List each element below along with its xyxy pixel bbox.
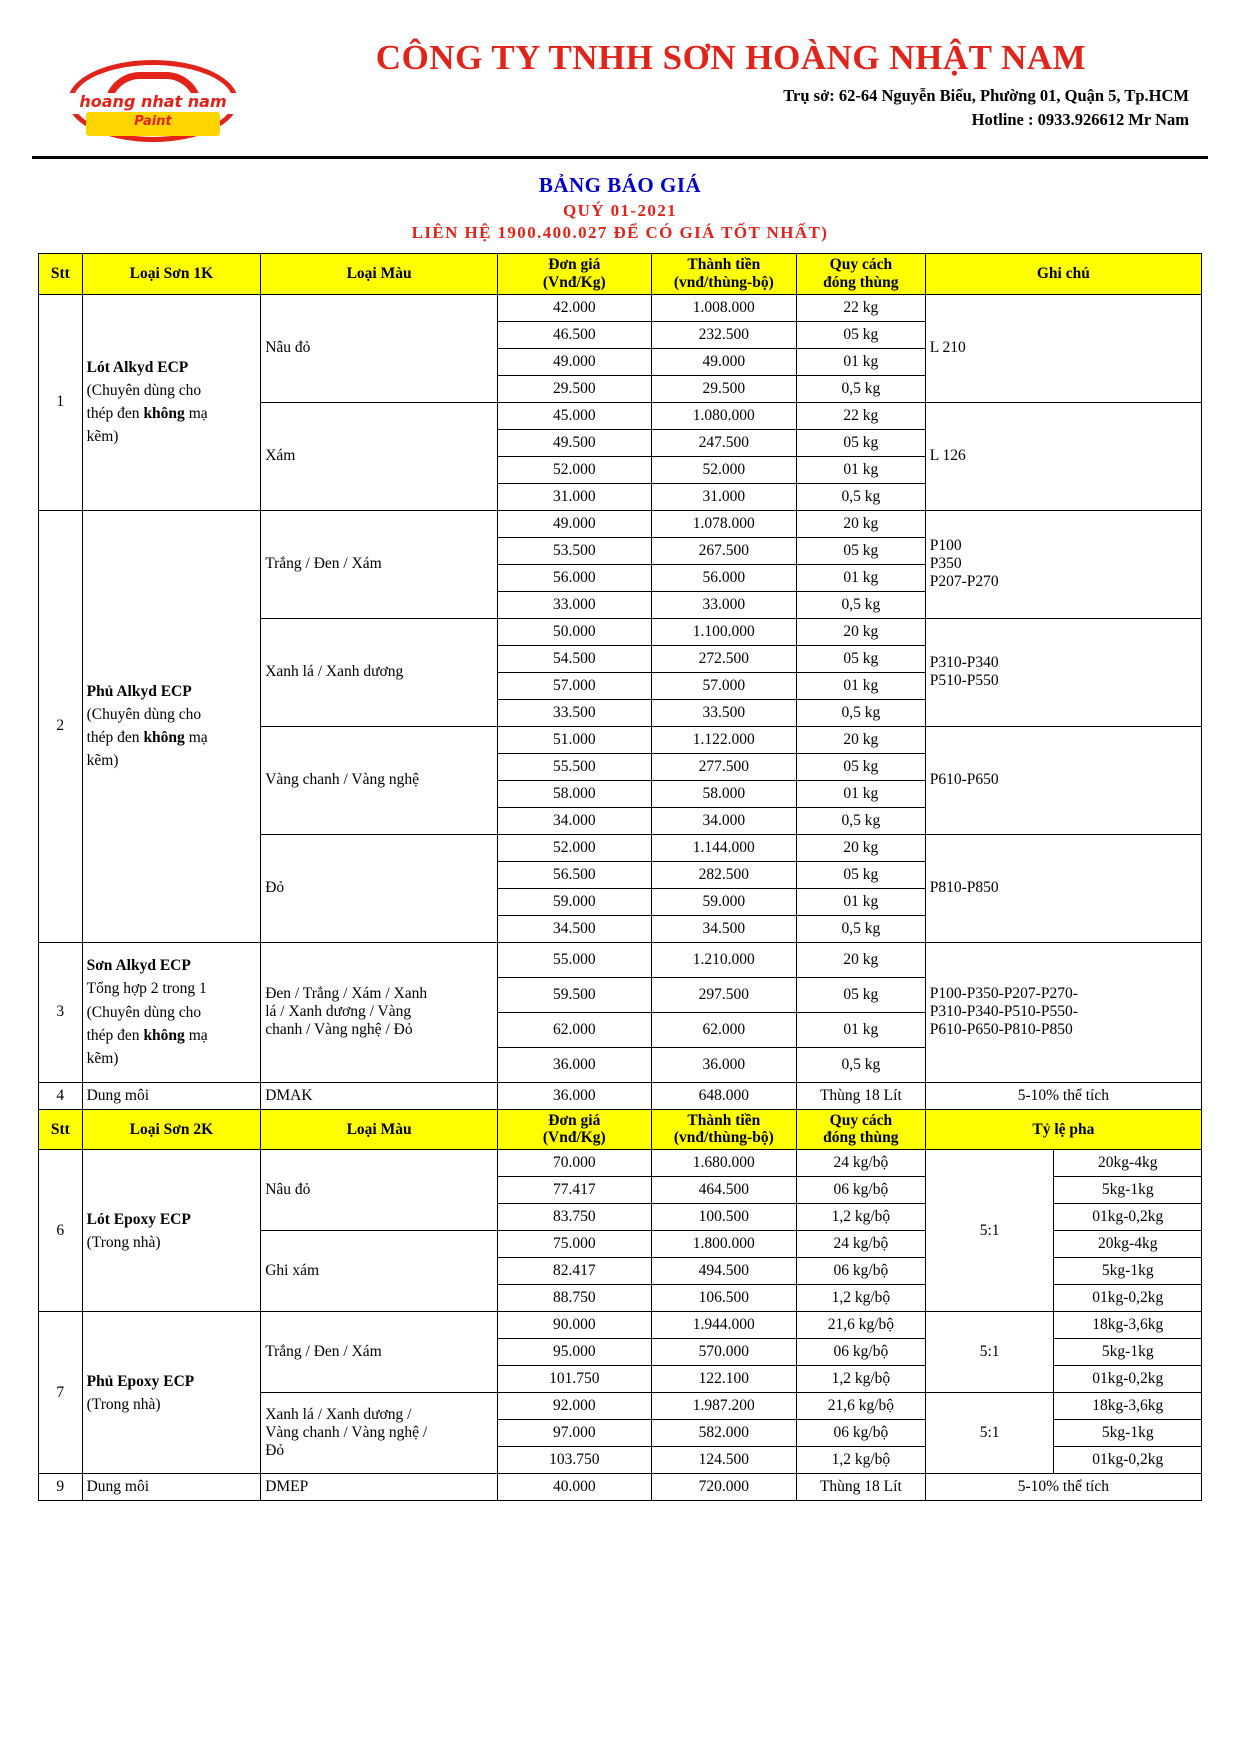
row-total: 106.500 [651,1285,796,1312]
row-total: 34.500 [651,915,796,942]
table-header-2k [39,1109,1202,1150]
header-color: Loại Màu [261,254,498,295]
row-price: 40.000 [497,1474,651,1501]
table-header-1k [39,254,1202,295]
header-total: Thành tiền (vnđ/thùng-bộ) [651,1109,796,1150]
row-spec: 0,5 kg [796,699,925,726]
row-spec: 20 kg [796,618,925,645]
row-price: 42.000 [497,294,651,321]
row-spec: 0,5 kg [796,483,925,510]
row-note: P310-P340 P510-P550 [925,618,1201,726]
row-spec: Thùng 18 Lít [796,1474,925,1501]
row-total: 247.500 [651,429,796,456]
table-row [39,1474,1202,1501]
row-spec: 05 kg [796,429,925,456]
logo-brand-text: hoang nhat nam [79,92,227,111]
row-spec: 0,5 kg [796,591,925,618]
row-price: 31.000 [497,483,651,510]
row-price: 49.500 [497,429,651,456]
page-title: BẢNG BÁO GIÁ [538,173,702,197]
row-spec: 05 kg [796,753,925,780]
row-spec: 06 kg/bộ [796,1420,925,1447]
row-mix: 01kg-0,2kg [1054,1366,1202,1393]
row-mix: 01kg-0,2kg [1054,1447,1202,1474]
row-total: 1.080.000 [651,402,796,429]
row-stt: 4 [39,1082,83,1109]
row-spec: 05 kg [796,861,925,888]
row-price: 56.500 [497,861,651,888]
logo-container [38,38,268,142]
row-price: 83.750 [497,1204,651,1231]
row-spec: 06 kg/bộ [796,1177,925,1204]
row-spec: 0,5 kg [796,807,925,834]
row-price: 55.000 [497,942,651,977]
row-total: 464.500 [651,1177,796,1204]
row-note: P100 P350 P207-P270 [925,510,1201,618]
row-mix: 18kg-3,6kg [1054,1393,1202,1420]
row-total: 122.100 [651,1366,796,1393]
logo-paint-text: Paint [134,114,172,129]
row-price: 59.000 [497,888,651,915]
row-total: 1.800.000 [651,1231,796,1258]
row-price: 46.500 [497,321,651,348]
table-row [39,510,1202,537]
table-row [39,942,1202,977]
row-total: 1.100.000 [651,618,796,645]
row-stt: 9 [39,1474,83,1501]
row-mix: 01kg-0,2kg [1054,1285,1202,1312]
row-mix: 5kg-1kg [1054,1420,1202,1447]
row-total: 232.500 [651,321,796,348]
row-price: 70.000 [497,1150,651,1177]
row-total: 570.000 [651,1339,796,1366]
row-total: 494.500 [651,1258,796,1285]
row-spec: 20 kg [796,726,925,753]
row-price: 34.000 [497,807,651,834]
row-ratio: 5:1 [925,1312,1054,1393]
row-mix: 5kg-1kg [1054,1339,1202,1366]
row-total: 124.500 [651,1447,796,1474]
row-price: 33.000 [497,591,651,618]
row-spec: 20 kg [796,942,925,977]
row-ratio: 5:1 [925,1150,1054,1312]
row-price: 36.000 [497,1082,651,1109]
row-color: DMEP [261,1474,498,1501]
table-row [39,1312,1202,1339]
row-total: 648.000 [651,1082,796,1109]
row-price: 88.750 [497,1285,651,1312]
company-hotline: Hotline : 0933.926612 Mr Nam [971,110,1189,130]
row-total: 62.000 [651,1012,796,1047]
row-price: 54.500 [497,645,651,672]
row-price: 33.500 [497,699,651,726]
header-total: Thành tiền (vnđ/thùng-bộ) [651,254,796,295]
row-total: 582.000 [651,1420,796,1447]
row-total: 34.000 [651,807,796,834]
row-spec: 0,5 kg [796,375,925,402]
row-color: Đỏ [261,834,498,942]
row-total: 1.144.000 [651,834,796,861]
row-spec: 01 kg [796,564,925,591]
row-product-type: Dung môi [82,1082,261,1109]
row-spec: 06 kg/bộ [796,1339,925,1366]
row-total: 59.000 [651,888,796,915]
row-total: 29.500 [651,375,796,402]
row-price: 90.000 [497,1312,651,1339]
row-mix: 5kg-1kg [1054,1177,1202,1204]
row-total: 36.000 [651,1047,796,1082]
page-subtitle-quarter: QUÝ 01-2021 [562,201,678,220]
row-mix: 18kg-3,6kg [1054,1312,1202,1339]
row-total: 1.987.200 [651,1393,796,1420]
company-name: CÔNG TY TNHH SƠN HOÀNG NHẬT NAM [375,38,1087,77]
row-price: 77.417 [497,1177,651,1204]
row-total: 267.500 [651,537,796,564]
table-row [39,1150,1202,1177]
header-divider [32,156,1208,159]
row-color: Trắng / Đen / Xám [261,510,498,618]
row-total: 282.500 [651,861,796,888]
row-ratio: 5:1 [925,1393,1054,1474]
row-spec: 01 kg [796,1012,925,1047]
row-price: 29.500 [497,375,651,402]
company-logo-icon [68,60,238,142]
row-color: Vàng chanh / Vàng nghệ [261,726,498,834]
row-price: 57.000 [497,672,651,699]
row-spec: 06 kg/bộ [796,1258,925,1285]
row-color: Xanh lá / Xanh dương / Vàng chanh / Vàng nghệ / Đỏ [261,1393,498,1474]
row-product-type: Dung môi [82,1474,261,1501]
row-total: 49.000 [651,348,796,375]
header-note: Ghi chú [925,254,1201,295]
row-price: 95.000 [497,1339,651,1366]
row-price: 51.000 [497,726,651,753]
row-price: 59.500 [497,977,651,1012]
row-spec: 05 kg [796,977,925,1012]
row-total: 720.000 [651,1474,796,1501]
row-spec: 01 kg [796,780,925,807]
row-total: 272.500 [651,645,796,672]
row-spec: 0,5 kg [796,1047,925,1082]
row-stt: 2 [39,510,83,942]
row-spec: 21,6 kg/bộ [796,1312,925,1339]
header-spec: Quy cách đóng thùng [796,1109,925,1150]
header-type-2k: Loại Sơn 2K [82,1109,261,1150]
row-color: Trắng / Đen / Xám [261,1312,498,1393]
row-total: 33.500 [651,699,796,726]
row-price: 53.500 [497,537,651,564]
row-total: 277.500 [651,753,796,780]
row-spec: 01 kg [796,348,925,375]
row-spec: 01 kg [796,672,925,699]
row-note: L 126 [925,402,1201,510]
header-stt: Stt [39,1109,83,1150]
row-spec: 24 kg/bộ [796,1150,925,1177]
table-row [39,294,1202,321]
row-total: 1.008.000 [651,294,796,321]
row-price: 49.000 [497,348,651,375]
row-price: 45.000 [497,402,651,429]
row-product-type: Lót Epoxy ECP (Trong nhà) [82,1150,261,1312]
row-total: 52.000 [651,456,796,483]
row-total: 31.000 [651,483,796,510]
row-product-type: Phủ Alkyd ECP (Chuyên dùng cho thép đen không mạ kẽm) [82,510,261,942]
price-table [38,253,1202,1501]
row-price: 36.000 [497,1047,651,1082]
row-stt: 1 [39,294,83,510]
row-color: Nâu đỏ [261,1150,498,1231]
document-header [28,38,1212,142]
row-note: P100-P350-P207-P270- P310-P340-P510-P550- P610-P650-P810-P850 [925,942,1201,1082]
row-product-type: Sơn Alkyd ECP Tổng hợp 2 trong 1 (Chuyên dùng cho thép đen không mạ kẽm) [82,942,261,1082]
row-spec: 21,6 kg/bộ [796,1393,925,1420]
row-color: Đen / Trắng / Xám / Xanh lá / Xanh dương / Vàng chanh / Vàng nghệ / Đỏ [261,942,498,1082]
row-total: 1.680.000 [651,1150,796,1177]
row-price: 97.000 [497,1420,651,1447]
row-mix: 5kg-1kg [1054,1258,1202,1285]
row-price: 82.417 [497,1258,651,1285]
row-total: 297.500 [651,977,796,1012]
row-total: 56.000 [651,564,796,591]
row-mix: 20kg-4kg [1054,1231,1202,1258]
row-color: Xanh lá / Xanh dương [261,618,498,726]
header-stt: Stt [39,254,83,295]
row-spec: 22 kg [796,402,925,429]
row-spec: 05 kg [796,321,925,348]
header-color: Loại Màu [261,1109,498,1150]
row-price: 52.000 [497,834,651,861]
row-product-type: Lót Alkyd ECP (Chuyên dùng cho thép đen không mạ kẽm) [82,294,261,510]
row-note: P610-P650 [925,726,1201,834]
row-mix: 20kg-4kg [1054,1150,1202,1177]
row-spec: 20 kg [796,510,925,537]
row-color: DMAK [261,1082,498,1109]
row-price: 62.000 [497,1012,651,1047]
company-info [268,38,1202,130]
row-spec: 24 kg/bộ [796,1231,925,1258]
row-price: 103.750 [497,1447,651,1474]
row-stt: 3 [39,942,83,1082]
header-price: Đơn giá (Vnđ/Kg) [497,1109,651,1150]
row-note: 5-10% thể tích [925,1082,1201,1109]
row-spec: 01 kg [796,888,925,915]
row-color: Xám [261,402,498,510]
row-price: 52.000 [497,456,651,483]
row-spec: 1,2 kg/bộ [796,1285,925,1312]
row-spec: 22 kg [796,294,925,321]
row-stt: 6 [39,1150,83,1312]
header-ratio: Tỷ lệ pha [925,1109,1201,1150]
page-subtitle-contact: LIÊN HỆ 1900.400.027 ĐỂ CÓ GIÁ TỐT NHẤT) [411,223,829,242]
row-spec: 1,2 kg/bộ [796,1204,925,1231]
row-price: 55.500 [497,753,651,780]
row-price: 75.000 [497,1231,651,1258]
row-color: Ghi xám [261,1231,498,1312]
row-price: 58.000 [497,780,651,807]
row-total: 57.000 [651,672,796,699]
row-total: 1.078.000 [651,510,796,537]
row-spec: 01 kg [796,456,925,483]
row-spec: 1,2 kg/bộ [796,1447,925,1474]
row-total: 58.000 [651,780,796,807]
row-note: P810-P850 [925,834,1201,942]
row-total: 33.000 [651,591,796,618]
row-mix: 01kg-0,2kg [1054,1204,1202,1231]
header-spec: Quy cách đóng thùng [796,254,925,295]
row-spec: 05 kg [796,537,925,564]
row-product-type: Phủ Epoxy ECP (Trong nhà) [82,1312,261,1474]
header-type-1k: Loại Sơn 1K [82,254,261,295]
row-price: 101.750 [497,1366,651,1393]
row-note: 5-10% thể tích [925,1474,1201,1501]
row-spec: 1,2 kg/bộ [796,1366,925,1393]
row-price: 49.000 [497,510,651,537]
row-total: 1.122.000 [651,726,796,753]
header-price: Đơn giá (Vnđ/Kg) [497,254,651,295]
row-total: 100.500 [651,1204,796,1231]
row-spec: Thùng 18 Lít [796,1082,925,1109]
row-price: 34.500 [497,915,651,942]
row-color: Nâu đỏ [261,294,498,402]
row-spec: 20 kg [796,834,925,861]
company-address: Trụ sở: 62-64 Nguyễn Biểu, Phường 01, Quận 5, Tp.HCM [783,86,1189,106]
row-total: 1.944.000 [651,1312,796,1339]
row-price: 50.000 [497,618,651,645]
row-price: 56.000 [497,564,651,591]
row-total: 1.210.000 [651,942,796,977]
row-stt: 7 [39,1312,83,1474]
table-row [39,1082,1202,1109]
row-spec: 05 kg [796,645,925,672]
row-note: L 210 [925,294,1201,402]
row-spec: 0,5 kg [796,915,925,942]
row-price: 92.000 [497,1393,651,1420]
